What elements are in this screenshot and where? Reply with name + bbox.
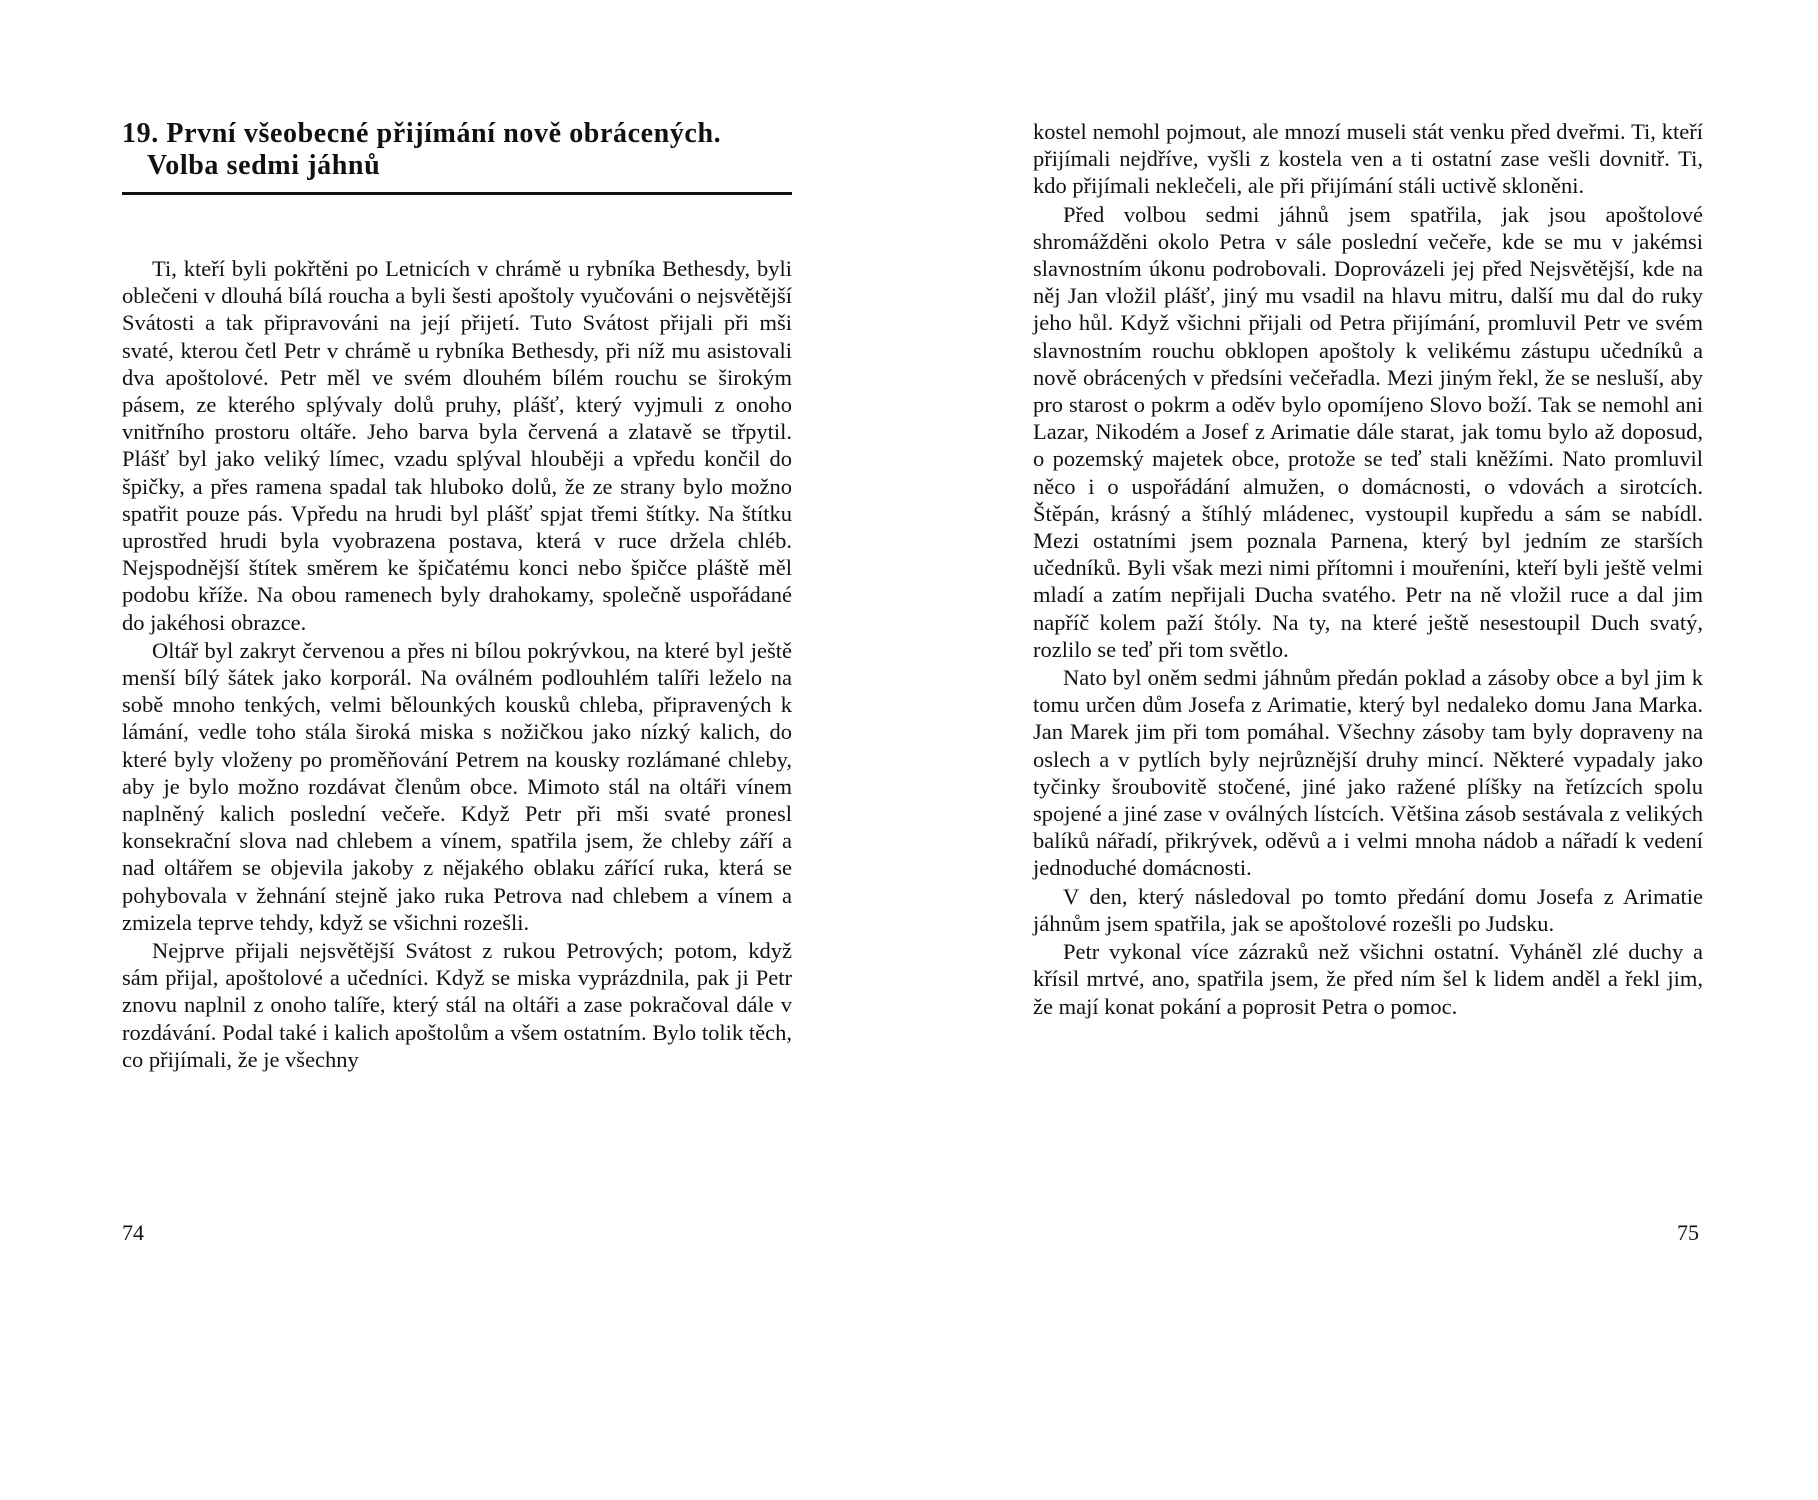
chapter-title xyxy=(122,118,792,182)
paragraph: Před volbou sedmi jáhnů jsem spatřila, jak jsou apoštolové shromážděni okolo Petra v sále poslední večeře, kde se mu v jakémsi slavnostním úkonu podrobovali. Doprovázeli jej před Nejsvětější, kde na něj Jan vložil plášť, jiný mu vsadil na hlavu mitru, další mu dal do ruky jeho hůl. Když všichni přijali od Petra přijímání, promluvil Petr ve svém slavnostním rouchu obklopen apoštoly k velikému zástupu učedníků a nově obrácených v předsíni večeřadla. Mezi jiným řekl, že se nesluší, aby pro starost o pokrm a oděv bylo opomíjeno Slovo boží. Tak se nemohl ani Lazar, Nikodém a Josef z Arimatie dále starat, jak tomu bylo až doposud, o pozemský majetek obce, protože se teď stali kněžími. Nato promluvil něco i o uspořádání almužen, o domácnosti, o vdovách a sirotcích. Štěpán, krásný a štíhlý mládenec, vystoupil kupředu a sám se nabídl. Mezi ostatními jsem poznala Parnena, který byl jedním ze starších učedníků. Byli však mezi nimi přítomni i mouřeníni, kteří byli ještě velmi mladí a zatím nepřijali Ducha svatého. Petr na ně vložil ruce a dal jim napříč kolem paží štóly. Na ty, na které ještě nesestoupil Duch svatý, rozlilo se teď při tom světlo. xyxy=(1033,201,1703,662)
paragraph: V den, který následoval po tomto předání domu Josefa z Arimatie jáhnům jsem spatřila, jak se apoštolové rozešli po Judsku. xyxy=(1033,883,1703,936)
chapter-title-line-2: Volba sedmi jáhnů xyxy=(147,150,381,181)
left-page xyxy=(122,0,792,1500)
page-number-left: 74 xyxy=(122,1220,144,1245)
left-page-text xyxy=(122,255,792,1073)
chapter-title-line-1: 19. První všeobecné přijímání nově obrácených. xyxy=(122,118,722,149)
paragraph: Nejprve přijali nejsvětější Svátost z rukou Petrových; potom, když sám přijal, apoštolové a učedníci. Když se miska vyprázdnila, pak ji Petr znovu naplnil z onoho talíře, který stál na oltáři a zase pokračoval dále v rozdávání. Podal také i kalich apoštolům a všem ostatním. Bylo tolik těch, co přijímali, že je všechny xyxy=(122,938,792,1072)
right-page-text xyxy=(1033,118,1703,1020)
page-number-right: 75 xyxy=(1677,1220,1699,1245)
paragraph: Ti, kteří byli pokřtěni po Letnicích v chrámě u rybníka Bethesdy, byli oblečeni v dlouhá bílá roucha a byli šesti apoštoly vyučováni o nejsvětější Svátosti a tak připravováni na její přijetí. Tuto Svátost přijali při mši svaté, kterou četl Petr v chrámě u rybníka Bethesdy, při níž mu asistovali dva apoštolové. Petr měl ve svém dlouhém bílém rouchu se širokým pásem, ze kterého splývaly dolů pruhy, plášť, který vyjmuli z onoho vnitřního prostoru oltáře. Jeho barva byla červená a zlatavě se třpytil. Plášť byl jako veliký límec, vzadu splýval hlouběji a vpředu končil do špičky, a přes ramena spadal tak hluboko dolů, že ze strany bylo možno spatřit pouze pás. Vpředu na hrudi byl plášť spjat třemi štítky. Na štítku uprostřed hrudi byla vyobrazena postava, která v ruce držela chléb. Nejspodnější štítek směrem ke špičatému konci nebo špičce pláště měl podobu kříže. Na obou ramenech byly drahokamy, společně uspořádané do jakéhosi obrazce. xyxy=(122,256,792,635)
paragraph: Nato byl oněm sedmi jáhnům předán poklad a zásoby obce a byl jim k tomu určen dům Josefa z Arimatie, který byl nedaleko domu Jana Marka. Jan Marek jim při tom pomáhal. Všechny zásoby tam byly dopraveny na oslech a v pytlích byly nejrůznější druhy mincí. Některé vypadaly jako tyčinky šroubovitě stočené, jiné jako ražené plíšky na řetízcích spolu spojené a jiné zase v oválných lístcích. Většina zásob sestávala z velikých balíků nářadí, přikrývek, oděvů a i velmi mnoha nádob a nářadí k vedení jednoduché domácnosti. xyxy=(1033,665,1703,881)
paragraph: Oltář byl zakryt červenou a přes ni bílou pokrývkou, na které byl ještě menší bílý šátek jako korporál. Na oválném podlouhlém talíři leželo na sobě mnoho tenkých, velmi bělounkých kousků chleba, připravených k lámání, vedle toho stála široká miska s nožičkou jako nízký kalich, do které byly vloženy po proměňování Petrem na kousky rozlámané chleby, aby je bylo možno rozdávat členům obce. Mimoto stál na oltáři vínem naplněný kalich poslední večeře. Když Petr při mši svaté pronesl konsekrační slova nad chlebem a vínem, spatřila jsem, že chleby září a nad oltářem se objevila jakoby z nějakého oblaku zářící ruka, která se pohybovala v žehnání stejně jako ruka Petrova nad chlebem a vínem a zmizela teprve tehdy, když se všichni rozešli. xyxy=(122,637,792,935)
paragraph: Petr vykonal více zázraků než všichni ostatní. Vyháněl zlé duchy a křísil mrtvé, ano, spatřila jsem, že před ním šel k lidem anděl a řekl jim, že mají konat pokání a poprosit Petra o pomoc. xyxy=(1033,939,1703,1019)
right-page xyxy=(1033,0,1703,1500)
continued-paragraph: kostel nemohl pojmout, ale mnozí museli stát venku před dveřmi. Ti, kteří přijímali nejdříve, vyšli z kostela ven a ti ostatní zase vešli dovnitř. Ti, kdo přijímali neklečeli, ale při přijímání stáli uctivě skloněni. xyxy=(1033,119,1703,199)
title-underline xyxy=(122,192,792,195)
